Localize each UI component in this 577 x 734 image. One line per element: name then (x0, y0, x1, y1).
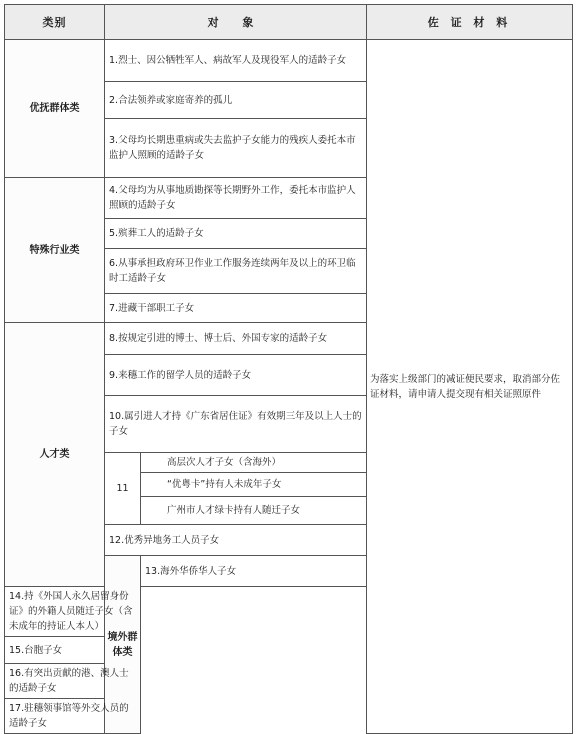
header-material: 佐 证 材 料 (367, 5, 573, 40)
item-cell: 7.进藏干部职工子女 (105, 294, 367, 323)
subitem-cell: 高层次人才子女（含海外） (141, 453, 367, 473)
item-cell: 1.烈士、因公牺牲军人、病故军人及现役军人的适龄子女 (105, 40, 367, 82)
category-cell: 优抚群体类 (5, 40, 105, 178)
category-cell: 特殊行业类 (5, 178, 105, 323)
header-object: 对 象 (105, 5, 367, 40)
item-cell: 13.海外华侨华人子女 (141, 556, 573, 587)
item-cell: 3.父母均长期患重病或失去监护子女能力的残疾人委托本市监护人照顾的适龄子女 (105, 119, 367, 178)
item-cell: 16.有突出贡献的港、澳人士的适龄子女 (5, 664, 141, 699)
subitem-cell: 广州市人才绿卡持有人随迁子女 (141, 497, 367, 525)
item-cell: 10.属引进人才持《广东省居住证》有效期三年及以上人士的子女 (105, 396, 367, 453)
item-cell: 14.持《外国人永久居留身份证》的外籍人员随迁子女（含未成年的持证人本人） (5, 587, 141, 637)
item-cell: 17.驻穗领事馆等外交人员的适龄子女 (5, 699, 141, 734)
item-cell: 5.殡葬工人的适龄子女 (105, 219, 367, 249)
table-header-row (5, 5, 573, 40)
item-cell: 8.按规定引进的博士、博士后、外国专家的适龄子女 (105, 323, 367, 355)
item-cell: 6.从事承担政府环卫作业工作服务连续两年及以上的环卫临时工适龄子女 (105, 249, 367, 294)
table-row (5, 40, 573, 82)
eligibility-table (4, 4, 573, 734)
item-cell: 9.来穗工作的留学人员的适龄子女 (105, 355, 367, 396)
material-note: 为落实上级部门的减证便民要求，取消部分佐证材料，请申请人提交现有相关证照原件 (367, 40, 573, 734)
category-cell: 人才类 (5, 323, 105, 587)
item-number-11: 11 (105, 453, 141, 525)
item-cell: 12.优秀异地务工人员子女 (105, 525, 367, 556)
item-cell: 2.合法领养或家庭寄养的孤儿 (105, 82, 367, 119)
item-cell: 15.台胞子女 (5, 637, 141, 664)
item-cell: 4.父母均为从事地质勘探等长期野外工作，委托本市监护人照顾的适龄子女 (105, 178, 367, 219)
header-category: 类别 (5, 5, 105, 40)
subitem-cell: “优粤卡”持有人未成年子女 (141, 473, 367, 497)
category-cell: 境外群体类 (105, 556, 141, 734)
